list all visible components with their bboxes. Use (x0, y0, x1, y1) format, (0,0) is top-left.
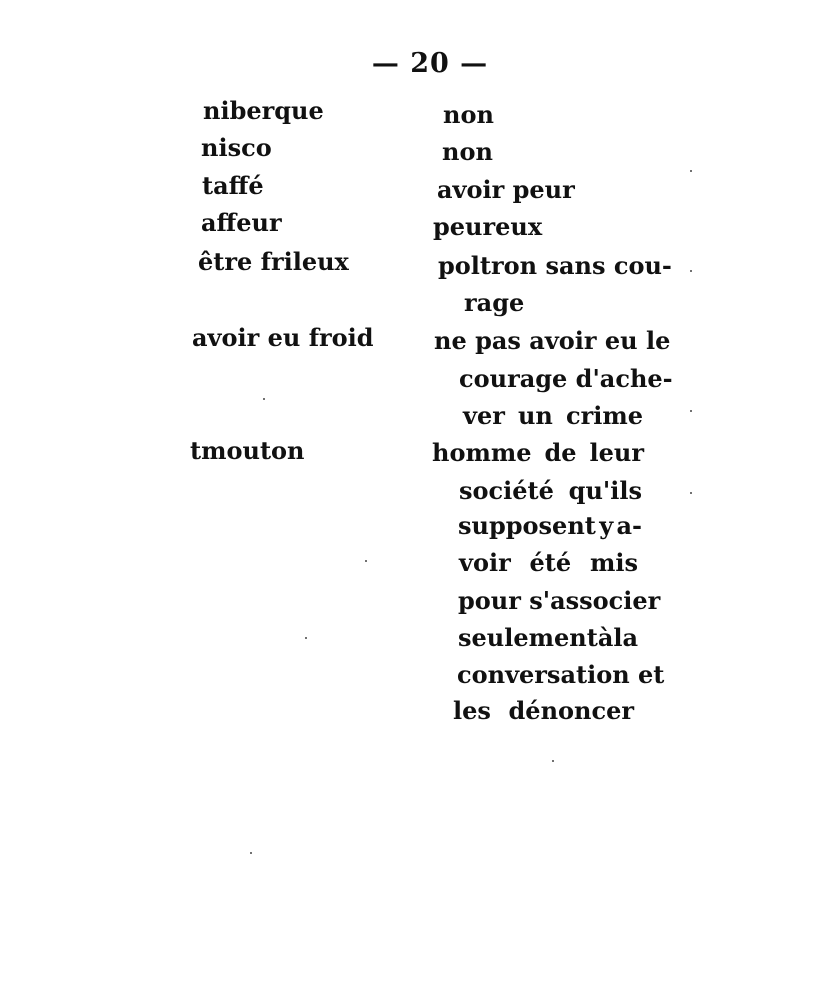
term-taffe: taffé (202, 171, 264, 200)
definition-line (463, 402, 643, 430)
word: de (544, 438, 577, 467)
definition-line (459, 477, 642, 505)
definition-line: pour s'associer (458, 586, 661, 615)
print-speck (365, 560, 367, 562)
definition-line: courage d'ache- (459, 364, 673, 393)
term-etre-frileux: être frileux (198, 247, 349, 276)
definition-line: rage (464, 288, 525, 317)
term-niberque: niberque (203, 96, 324, 125)
print-speck (690, 170, 692, 172)
word: supposent (458, 511, 596, 540)
word: un (517, 401, 553, 430)
word: dénoncer (508, 696, 634, 725)
definition-line: ne pas avoir eu le (434, 326, 671, 355)
print-speck (305, 637, 307, 639)
word: a- (616, 511, 642, 540)
word: les (453, 696, 491, 725)
word: la (613, 623, 639, 652)
page-number: — 20 — (371, 48, 489, 79)
word: à (597, 623, 614, 652)
word: y (599, 511, 614, 540)
word: société (459, 476, 554, 505)
definition-line (459, 549, 638, 577)
term-avoir-eu-froid: avoir eu froid (192, 323, 374, 352)
print-speck (263, 398, 265, 400)
definition-line: non (443, 100, 494, 129)
definition-line: poltron sans cou- (438, 251, 672, 280)
word: homme (432, 438, 532, 467)
word: voir (459, 548, 511, 577)
print-speck (552, 760, 554, 762)
term-affeur: affeur (201, 208, 282, 237)
definition-line (453, 697, 634, 725)
definition-line: conversation et (457, 660, 665, 689)
print-speck (690, 410, 692, 412)
word: seulement (458, 623, 598, 652)
definition-line (458, 624, 638, 652)
word: qu'ils (568, 476, 642, 505)
term-tmouton: tmouton (190, 436, 305, 465)
word: crime (565, 401, 643, 430)
definition-line: peureux (433, 212, 543, 241)
word: été (529, 548, 572, 577)
print-speck (690, 492, 692, 494)
definition-line (458, 512, 642, 540)
definition-line (432, 439, 644, 467)
word: leur (589, 438, 644, 467)
print-speck (690, 270, 692, 272)
definition-line: non (442, 137, 493, 166)
print-speck (250, 852, 252, 854)
term-nisco: nisco (201, 133, 272, 162)
word: mis (589, 548, 638, 577)
word: ver (463, 401, 505, 430)
definition-line: avoir peur (437, 175, 575, 204)
